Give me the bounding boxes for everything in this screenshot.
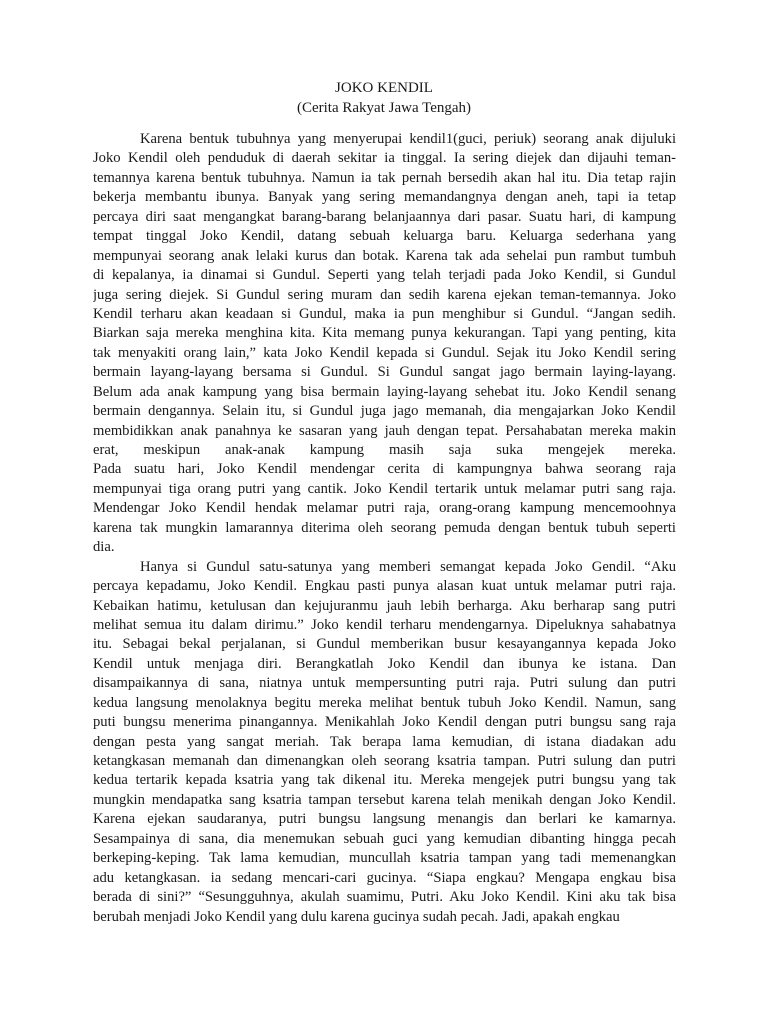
text-line: disampaikannya di sana, niatnya untuk mempersunting putri raja. Putri sulung dan putri [93,675,676,692]
text-line: juga sering diejek. Si Gundul sering muram dan sedih karena ejekan teman-temannya. Joko [93,286,676,303]
text-line: Kendil terharu akan keadaan si Gundul, maka ia pun menghibur si Gundul. “Jangan sedih. [93,305,676,322]
document-title: JOKO KENDIL [335,80,433,96]
text-line: mempunyai tiga orang putri yang cantik. Joko Kendil tertarik untuk melamar putri sang raja. [93,480,676,497]
text-line: di kepalanya, ia dinamai si Gundul. Seperti yang telah terjadi pada Joko Kendil, si Gundul [93,267,676,284]
text-line: melihat semua itu dalam dirimu.” Joko kendil terharu mendengarnya. Dipeluknya sahabatnya [93,616,676,633]
text-line: Pada suatu hari, Joko Kendil mendengar cerita di kampungnya bahwa seorang raja [93,461,676,478]
text-line: Hanya si Gundul satu-satunya yang memberi semangat kepada Joko Gendil. “Aku [140,558,676,575]
text-line: bermain layang-layang bersama si Gundul. Si Gundul sangat jago bermain laying-layang. [93,364,676,381]
text-line: Kendil untuk menjaga diri. Berangkatlah Joko Kendil dan ibunya ke istana. Dan [93,655,676,672]
text-line: Mendengar Joko Kendil hendak melamar putri raja, orang-orang kampung mencemoohnya [93,500,676,517]
story-paragraph [93,558,676,927]
text-line: temannya karena bentuk tubuhnya. Namun ia tak pernah bersedih akan hal itu. Dia tetap rajin [93,169,676,186]
text-line: puti bungsu menerima pinangannya. Menikahlah Joko Kendil dengan putri bungsu sang raja [93,714,676,731]
text-line: Karena ejekan saudaranya, putri bungsu langsung menangis dan berlari ke kamarnya. [93,811,676,828]
text-line: Belum ada anak kampung yang bisa bermain laying-layang sehebat itu. Joko Kendil senang [93,383,676,400]
text-line: percaya kepadamu, Joko Kendil. Engkau pasti punya alasan kuat untuk melamar putri raja. [93,578,676,595]
text-line: Joko Kendil oleh penduduk di daerah sekitar ia tinggal. Ia sering diejek dan dijauhi teman- [93,150,676,167]
text-line: tak menyakiti orang lain,” kata Joko Kendil kepada si Gundul. Sejak itu Joko Kendil sering [93,344,676,361]
text-line: membidikkan anak panahnya ke sasaran yang jauh dengan tepat. Persahabatan mereka makin [93,422,676,439]
text-line: adu ketangkasan. ia sedang mencari-cari gucinya. “Siapa engkau? Mengapa engkau bisa [93,869,676,886]
text-line: mungkin mendapatka sang ksatria tampan tersebut karena telah menikah dengan Joko Kendil. [93,791,676,808]
text-line: dia. [93,539,115,556]
story-body [93,130,676,927]
text-line: kedua langsung menolaknya begitu mereka melihat bentuk tubuh Joko Kendil. Namun, sang [93,694,676,711]
story-paragraph [93,130,676,558]
text-line: kedua tertarik kepada ksatria yang tak dikenal itu. Mereka mengejek putri bungsu yang tak [93,772,676,789]
text-line: karena tak mungkin lamarannya diterima oleh seorang pemuda dengan bentuk tubuh seperti [93,519,676,536]
text-line: itu. Sebagai bekal perjalanan, si Gundul memberikan busur kesayangannya kepada Joko [93,636,676,653]
text-line: Sesampainya di sana, dia menemukan sebuah guci yang kemudian dibanting hingga pecah [93,830,676,847]
text-line: Kebaikan hatimu, ketulusan dan kejujuranmu jauh lebih berharga. Aku berharap sang putri [93,597,676,614]
text-line: Biarkan saja mereka menghina kita. Kita memang punya kekurangan. Tapi yang penting, kita [93,325,676,342]
text-line: ketangkasan memanah dan dimenangkan oleh seorang ksatria tampan. Putri sulung dan putri [93,753,676,769]
text-line: mempunyai seorang anak lelaki kurus dan botak. Karena tak ada sehelai pun rambut tumbuh [93,247,676,264]
text-line: berubah menjadi Joko Kendil yang dulu karena gucinya sudah pecah. Jadi, apakah engkau [93,908,620,925]
text-line: Karena bentuk tubuhnya yang menyerupai kendil1(guci, periuk) seorang anak dijuluki [140,131,676,147]
text-line: bekerja membantu ibunya. Banyak yang sering memandangnya dengan aneh, tapi ia tetap [93,189,676,206]
text-line: dengan pesta yang sangat meriah. Tak berapa lama kemudian, di istana diadakan adu [93,733,676,750]
document-subtitle: (Cerita Rakyat Jawa Tengah) [296,100,472,116]
text-line: bermain dengannya. Selain itu, si Gundul juga jago memanah, dia mengajarkan Joko Kendil [93,403,676,420]
text-line: erat, meskipun anak-anak kampung masih saja suka mengejek mereka. [93,442,676,458]
text-line: berkeping-keping. Tak lama kemudian, muncullah ksatria tampan yang tadi memenangkan [93,850,676,867]
text-line: berada di sini?” “Sesungguhnya, akulah suamimu, Putri. Aku Joko Kendil. Kini aku tak bisa [93,889,676,906]
text-line: tempat tinggal Joko Kendil, datang sebuah keluarga baru. Keluarga sederhana yang [93,228,676,245]
text-line: percaya diri saat mengangkat barang-barang belanjaannya dari pasar. Suatu hari, di kampung [93,208,676,225]
